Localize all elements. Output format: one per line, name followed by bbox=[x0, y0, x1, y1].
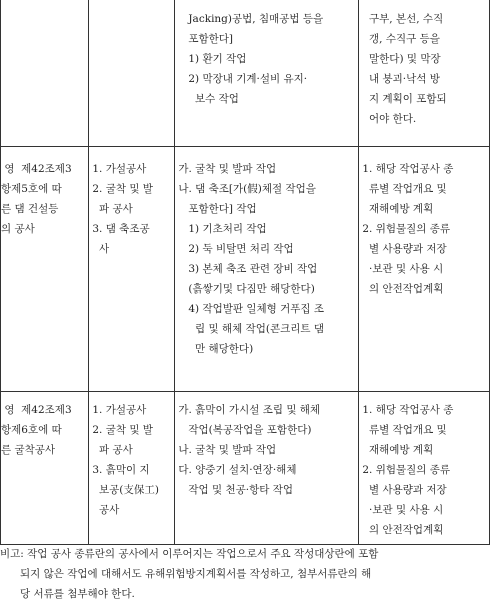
docs-line: 의 안전작업계획 bbox=[359, 523, 444, 536]
work-line: (흙쌓기및 다짐만 해당한다) bbox=[175, 282, 315, 295]
docs-line: ·보관 및 사용 시 bbox=[359, 503, 444, 516]
work-line: 작업 및 천공·항타 작업 bbox=[175, 483, 293, 496]
work-line: 4) 작업발판 일체형 거푸집 조 bbox=[175, 302, 325, 315]
work-line: 작업(복공작업을 포함한다) bbox=[175, 423, 312, 436]
basis-line: 항제5호에 따 bbox=[1, 182, 62, 195]
docs-cell bbox=[359, 0, 490, 146]
type-cell bbox=[89, 391, 175, 544]
docs-line: 갱, 수직구 등을 bbox=[359, 33, 440, 45]
type-line: 1. 가설공사 bbox=[89, 403, 147, 416]
basis-line: 의 공사 bbox=[1, 222, 35, 235]
type-line: 파 공사 bbox=[89, 202, 133, 215]
docs-line: 1. 해당 작업공사 종 bbox=[359, 403, 454, 416]
type-cell bbox=[89, 0, 175, 146]
basis-line: 항제6호에 따 bbox=[1, 423, 62, 436]
work-line: 3) 본체 축조 관련 장비 작업 bbox=[175, 262, 318, 275]
docs-cell bbox=[359, 146, 490, 391]
work-cell bbox=[175, 0, 359, 146]
work-line: Jacking)공법, 침매공법 등을 bbox=[175, 13, 324, 25]
work-line: 나. 댐 축조[가(假)체절 작업을 bbox=[175, 182, 316, 195]
basis-line: 른 댐 건설등 bbox=[1, 202, 59, 215]
work-line: 포함한다] 작업 bbox=[175, 202, 257, 215]
table-row-dam bbox=[1, 146, 490, 391]
type-line: 공사 bbox=[89, 503, 120, 516]
table-row-continued bbox=[1, 0, 490, 146]
basis-line: 영 제42조제3 bbox=[1, 403, 72, 416]
type-line: 2. 굴착 및 발 bbox=[89, 182, 153, 195]
docs-line: 재해예방 계획 bbox=[359, 202, 434, 215]
type-line: 3. 흙막이 지 bbox=[89, 463, 150, 476]
basis-cell bbox=[1, 391, 89, 544]
work-line: 포함한다] bbox=[175, 33, 234, 45]
table-row-excavation bbox=[1, 391, 490, 544]
type-line: 보공(支保工) bbox=[89, 483, 159, 496]
type-cell bbox=[89, 146, 175, 391]
docs-line: 의 안전작업계획 bbox=[359, 282, 444, 295]
work-line: 2) 막장내 기계·설비 유지· bbox=[175, 73, 308, 85]
work-line: 만 해당한다) bbox=[175, 342, 254, 355]
note-line: 비고: 작업 공사 종류란의 공사에서 이루어지는 작업으로서 주요 작성대상란에 포함 bbox=[0, 548, 379, 560]
docs-line: 재해예방 계획 bbox=[359, 443, 434, 456]
type-line: 3. 댐 축조공 bbox=[89, 222, 150, 235]
docs-line: 별 사용량과 저장 bbox=[359, 242, 447, 255]
type-line: 2. 굴착 및 발 bbox=[89, 423, 153, 436]
docs-line: 류별 작업개요 및 bbox=[359, 423, 447, 436]
docs-line: 지 계획이 포함되 bbox=[359, 93, 447, 105]
basis-cell bbox=[1, 146, 89, 391]
docs-line: 구부, 본선, 수직 bbox=[359, 13, 444, 25]
basis-cell bbox=[1, 0, 89, 146]
work-line: 2) 둑 비탈면 처리 작업 bbox=[175, 242, 294, 255]
basis-line: 른 굴착공사 bbox=[1, 443, 56, 456]
docs-line: 1. 해당 작업공사 종 bbox=[359, 162, 454, 175]
type-line: 파 공사 bbox=[89, 443, 133, 456]
docs-line: 말한다) 및 막장 bbox=[359, 53, 441, 65]
work-line: 립 및 해체 작업(콘크리트 댐 bbox=[175, 322, 325, 335]
docs-line: 어야 한다. bbox=[359, 113, 417, 125]
work-line: 가. 흙막이 가시설 조립 및 해체 bbox=[175, 403, 321, 416]
work-cell bbox=[175, 146, 359, 391]
note-line: 되지 않은 작업에 대해서도 유해위험방지계획서를 작성하고, 첨부서류란의 해 bbox=[0, 568, 372, 580]
note-line: 당 서류를 첨부해야 한다. bbox=[0, 588, 135, 600]
work-line: 1) 환기 작업 bbox=[175, 53, 247, 65]
docs-line: 2. 위험물질의 종류 bbox=[359, 463, 451, 476]
type-line: 사 bbox=[89, 242, 110, 255]
work-line: 가. 굴착 및 발파 작업 bbox=[175, 162, 277, 175]
docs-line: 내 붕괴·낙석 방 bbox=[359, 73, 440, 85]
basis-line: 영 제42조제3 bbox=[1, 162, 72, 175]
docs-line: 별 사용량과 저장 bbox=[359, 483, 447, 496]
work-line: 다. 양중기 설치·연장·해체 bbox=[175, 463, 297, 476]
docs-line: ·보관 및 사용 시 bbox=[359, 262, 444, 275]
work-line: 1) 기초처리 작업 bbox=[175, 222, 267, 235]
type-line: 1. 가설공사 bbox=[89, 162, 147, 175]
docs-line: 류별 작업개요 및 bbox=[359, 182, 447, 195]
work-cell bbox=[175, 391, 359, 544]
remarks-note bbox=[0, 544, 491, 604]
work-line: 보수 작업 bbox=[175, 93, 239, 105]
docs-cell bbox=[359, 391, 490, 544]
work-line: 나. 굴착 및 발파 작업 bbox=[175, 443, 277, 456]
docs-line: 2. 위험물질의 종류 bbox=[359, 222, 451, 235]
